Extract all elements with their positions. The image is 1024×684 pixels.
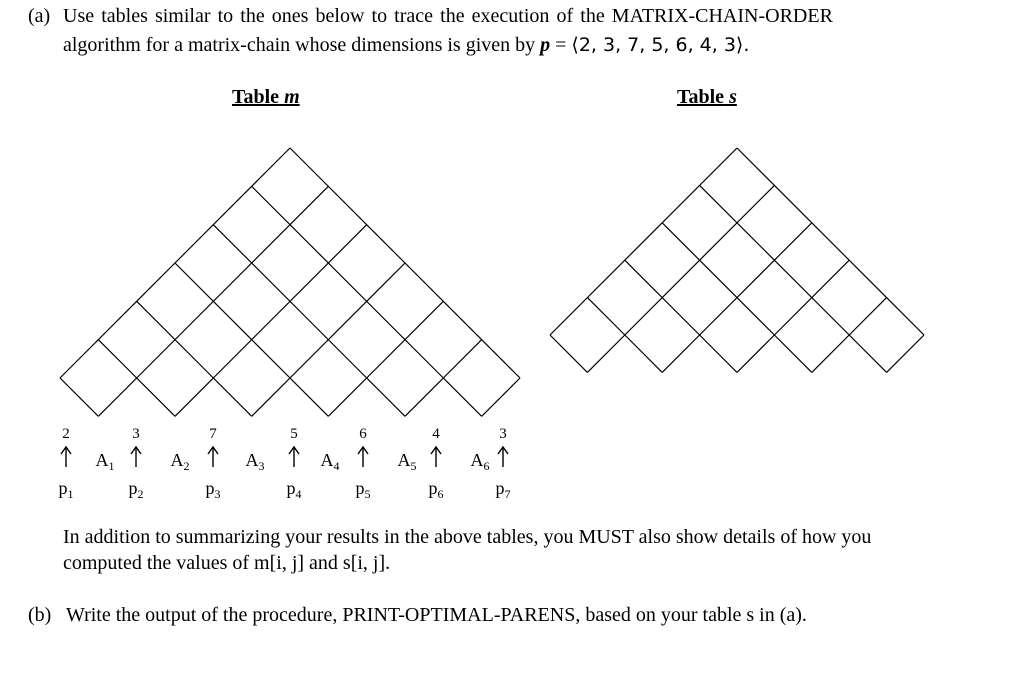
table-m-edge-1-r <box>175 378 213 416</box>
table-s-edge-4-r <box>887 335 924 372</box>
matrix-label-4: $A_4$ <box>320 450 340 473</box>
table-m-title-word: Table <box>232 86 280 108</box>
table-m-edge-3-r <box>328 378 366 416</box>
table-s-edge-2-r <box>737 335 774 372</box>
matrix-label-1: $A_1$ <box>95 450 115 473</box>
table-s-edge-4-l <box>849 335 886 372</box>
p-label-6: $p_6$ <box>428 478 444 501</box>
dimension-value-4: 5 <box>290 426 298 442</box>
table-m-line-b-3 <box>290 263 405 378</box>
table-m-line-a-5 <box>98 340 136 378</box>
part-b-label: (b) <box>28 604 52 626</box>
table-s-edge-1-r <box>662 335 699 372</box>
dimension-value-2: 3 <box>132 426 140 442</box>
part-a-line-2-text: algorithm for a matrix-chain whose dimensions is given by <box>63 34 536 56</box>
table-m-line-b-5 <box>443 340 481 378</box>
table-m-edge-4-l <box>367 378 405 416</box>
table-m-edge-5-r <box>482 378 520 416</box>
matrix-label-2: $A_2$ <box>170 450 190 473</box>
matrix-label-6: $A_6$ <box>470 450 490 473</box>
table-s-title-word: Table <box>677 86 725 108</box>
summary-line-2: computed the values of m[i, j] and s[i, j]. <box>63 552 391 574</box>
dimension-value-7: 3 <box>499 426 507 442</box>
table-m-line-a-3 <box>175 263 290 378</box>
table-s-line-a-0 <box>737 148 924 335</box>
table-s-edge-0-l <box>550 335 587 372</box>
dimension-labels <box>59 426 511 501</box>
table-s-edge-0-r <box>587 335 624 372</box>
dimension-value-6: 4 <box>432 426 440 442</box>
equals-sign: = <box>555 34 567 56</box>
table-m-line-b-1 <box>137 186 329 378</box>
table-s-line-b-0 <box>550 148 737 335</box>
part-a-label: (a) <box>28 5 51 27</box>
table-m-title-var: m <box>284 86 300 108</box>
table-m-edge-2-l <box>213 378 251 416</box>
dimension-value-3: 7 <box>209 426 217 442</box>
table-m-grid <box>60 148 520 416</box>
table-s-line-a-4 <box>587 298 624 335</box>
table-s-grid <box>550 148 924 372</box>
table-m-line-a-1 <box>252 186 444 378</box>
table-m-edge-4-r <box>405 378 443 416</box>
dimension-value-1: 2 <box>62 426 70 442</box>
p-label-3: $p_3$ <box>205 478 221 501</box>
table-s-edge-3-r <box>812 335 849 372</box>
summary-line-1: In addition to summarizing your results in the above tables, you MUST also show details of how you <box>63 526 872 548</box>
table-s-line-b-2 <box>700 223 812 335</box>
table-m-edge-0-l <box>60 378 98 416</box>
table-m-edge-0-r <box>98 378 136 416</box>
table-s-edge-3-l <box>774 335 811 372</box>
table-m-edge-3-l <box>290 378 328 416</box>
table-s-edge-1-l <box>625 335 662 372</box>
part-b-text: Write the output of the procedure, PRINT-OPTIMAL-PARENS, based on your table s in (a). <box>66 604 807 626</box>
p-symbol: p <box>540 34 551 56</box>
p-tuple: ⟨2, 3, 7, 5, 6, 4, 3⟩. <box>571 34 750 56</box>
table-s-edge-2-l <box>700 335 737 372</box>
part-a-line-1: Use tables similar to the ones below to trace the execution of the MATRIX-CHAIN-ORDER <box>63 5 833 27</box>
p-label-1: $p_1$ <box>58 478 74 501</box>
table-m-edge-1-l <box>137 378 175 416</box>
p-label-4: $p_4$ <box>286 478 302 501</box>
dimension-value-5: 6 <box>359 426 367 442</box>
matrix-label-5: $A_5$ <box>397 450 417 473</box>
p-label-5: $p_5$ <box>355 478 371 501</box>
table-m-edge-2-r <box>252 378 290 416</box>
table-s-title-var: s <box>729 86 737 108</box>
p-label-7: $p_7$ <box>495 478 511 501</box>
table-s-line-b-4 <box>849 298 886 335</box>
matrix-label-3: $A_3$ <box>245 450 265 473</box>
p-label-2: $p_2$ <box>128 478 144 501</box>
table-s-line-a-2 <box>662 223 774 335</box>
table-m-edge-5-l <box>443 378 481 416</box>
